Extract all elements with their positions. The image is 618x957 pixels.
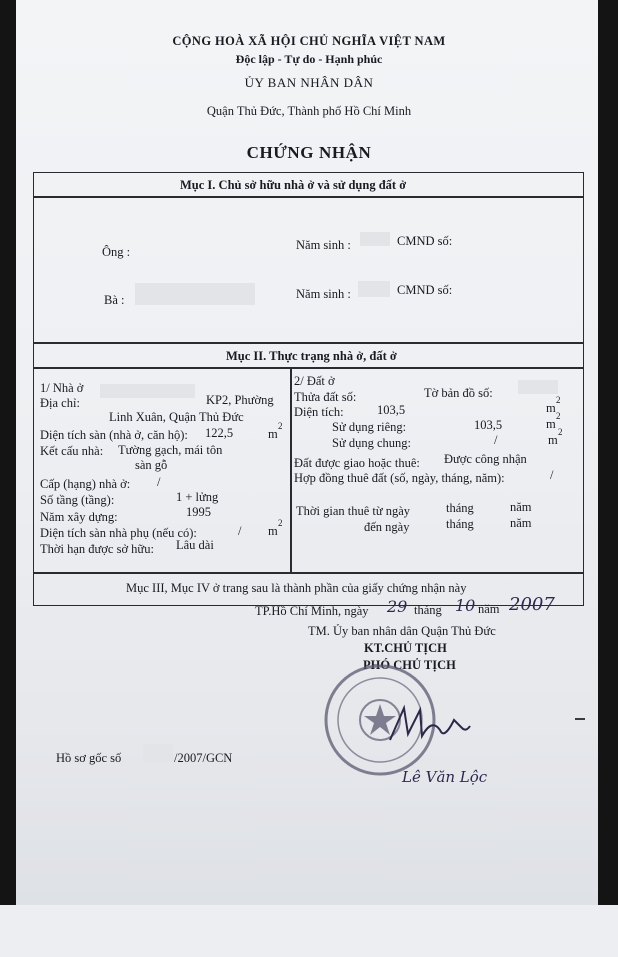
owner-female-birth-label: Năm sinh : bbox=[296, 287, 351, 301]
land-grant-label: Đất được giao hoặc thuê: bbox=[294, 456, 420, 470]
issuer-name: TM. Ủy ban nhân dân Quận Thủ Đức bbox=[308, 624, 496, 638]
house-grade-label: Cấp (hạng) nhà ở: bbox=[40, 477, 131, 491]
floor-area-unit: m bbox=[268, 427, 278, 441]
issue-place-date: TP.Hồ Chí Minh, ngày bbox=[255, 604, 369, 618]
aux-area-label: Diện tích sàn nhà phụ (nếu có): bbox=[40, 526, 197, 540]
section1-heading: Mục I. Chủ sở hữu nhà ở và sử dụng đất ở bbox=[180, 178, 407, 192]
owner-male-birth-label: Năm sinh : bbox=[296, 238, 351, 252]
redacted-map-sheet bbox=[518, 380, 558, 394]
page-mark bbox=[575, 718, 585, 720]
private-use-value: 103,5 bbox=[474, 418, 503, 432]
land-area-unit: m bbox=[546, 401, 556, 415]
issue-month-label: tháng bbox=[414, 603, 442, 617]
lease-month-label-2: tháng bbox=[446, 517, 474, 531]
private-use-unit: m bbox=[546, 417, 556, 431]
issue-month: 10 bbox=[455, 596, 476, 615]
aux-area-value: / bbox=[238, 524, 242, 538]
owner-male-label: Ông : bbox=[102, 245, 131, 259]
land-heading: 2/ Đất ở bbox=[294, 374, 335, 388]
ownership-term-label: Thời hạn được sở hữu: bbox=[40, 542, 154, 556]
owner-female-id-label: CMND số: bbox=[397, 283, 453, 297]
handwritten-signature bbox=[382, 700, 472, 750]
owner-male-id-label: CMND số: bbox=[397, 234, 453, 248]
house-address-label: Địa chỉ: bbox=[40, 396, 80, 410]
section2-bottom-line bbox=[33, 572, 584, 574]
file-number-label: Hồ sơ gốc số bbox=[56, 751, 122, 765]
structure-label: Kết cấu nhà: bbox=[40, 444, 104, 458]
file-number-suffix: /2007/GCN bbox=[174, 751, 233, 765]
build-year-value: 1995 bbox=[186, 505, 211, 519]
build-year-label: Năm xây dựng: bbox=[40, 510, 118, 524]
floor-area-unit-sup: 2 bbox=[278, 421, 283, 431]
document-title: CHỨNG NHẬN bbox=[246, 143, 372, 162]
issue-year: 2007 bbox=[509, 594, 555, 615]
aux-area-unit-sup: 2 bbox=[278, 518, 283, 528]
structure-value-1: Tường gạch, mái tôn bbox=[118, 443, 223, 457]
country-name: CỘNG HOÀ XÃ HỘI CHỦ NGHĨA VIỆT NAM bbox=[172, 34, 446, 48]
signer-role-1: KT.CHỦ TỊCH bbox=[364, 641, 447, 655]
authority-name: ỦY BAN NHÂN DÂN bbox=[244, 75, 374, 90]
common-use-label: Sử dụng chung: bbox=[332, 436, 411, 450]
storeys-label: Số tầng (tầng): bbox=[40, 493, 115, 507]
signer-name: Lê Văn Lộc bbox=[402, 768, 488, 786]
house-address-line1: KP2, Phường bbox=[206, 393, 274, 407]
map-sheet-label: Tờ bản đồ số: bbox=[424, 386, 493, 400]
district-name: Quận Thủ Đức, Thành phố Hồ Chí Minh bbox=[206, 104, 412, 118]
floor-area-value: 122,5 bbox=[205, 426, 234, 440]
redacted-owner-female-name bbox=[135, 283, 255, 305]
land-area-label: Diện tích: bbox=[294, 405, 344, 419]
section2-header-line bbox=[33, 367, 584, 369]
lease-month-label-1: tháng bbox=[446, 501, 474, 515]
owner-female-label: Bà : bbox=[104, 293, 125, 307]
structure-value-2: sàn gỗ bbox=[135, 458, 168, 472]
lease-contract-label: Hợp đồng thuê đất (số, ngày, tháng, năm): bbox=[294, 471, 505, 485]
private-use-label: Sử dụng riêng: bbox=[332, 420, 407, 434]
redacted-birth-year-2 bbox=[358, 281, 390, 297]
continuation-note: Mục III, Mục IV ở trang sau là thành phần của giấy chứng nhận này bbox=[126, 581, 467, 595]
floor-area-label: Diện tích sàn (nhà ở, căn hộ): bbox=[40, 428, 188, 442]
section2-heading: Mục II. Thực trạng nhà ở, đất ở bbox=[226, 349, 397, 363]
section1-header-line bbox=[33, 196, 584, 198]
storeys-value: 1 + lửng bbox=[176, 490, 219, 504]
section2-column-divider bbox=[290, 367, 292, 572]
redacted-house-number bbox=[100, 384, 195, 398]
lease-contract-value: / bbox=[550, 468, 554, 482]
lease-period-label: Thời gian thuê từ ngày bbox=[296, 504, 411, 518]
common-use-value: / bbox=[494, 433, 498, 447]
common-use-unit: m bbox=[548, 433, 558, 447]
common-use-unit-sup: 2 bbox=[558, 427, 563, 437]
issue-day: 29 bbox=[387, 597, 408, 616]
private-use-unit-sup: 2 bbox=[556, 411, 561, 421]
land-area-unit-sup: 2 bbox=[556, 395, 561, 405]
signer-role-2: PHÓ CHỦ TỊCH bbox=[363, 658, 456, 672]
page-edge bbox=[0, 905, 618, 957]
house-address-line2: Linh Xuân, Quận Thủ Đức bbox=[109, 410, 244, 424]
issue-year-label: năm bbox=[478, 602, 500, 616]
plot-number-label: Thửa đất số: bbox=[294, 390, 357, 404]
redacted-file-number bbox=[143, 744, 173, 762]
lease-year-label-1: năm bbox=[510, 500, 532, 514]
lease-year-label-2: năm bbox=[510, 516, 532, 530]
lease-end-label: đến ngày bbox=[364, 520, 410, 534]
land-grant-value: Được công nhận bbox=[444, 452, 527, 466]
house-grade-value: / bbox=[157, 475, 161, 489]
house-heading: 1/ Nhà ở bbox=[40, 381, 84, 395]
ownership-term-value: Lâu dài bbox=[176, 538, 214, 552]
motto: Độc lập - Tự do - Hạnh phúc bbox=[235, 52, 383, 66]
section2-top-line bbox=[33, 342, 584, 344]
redacted-birth-year-1 bbox=[360, 232, 390, 246]
aux-area-unit: m bbox=[268, 524, 278, 538]
land-area-value: 103,5 bbox=[377, 403, 406, 417]
